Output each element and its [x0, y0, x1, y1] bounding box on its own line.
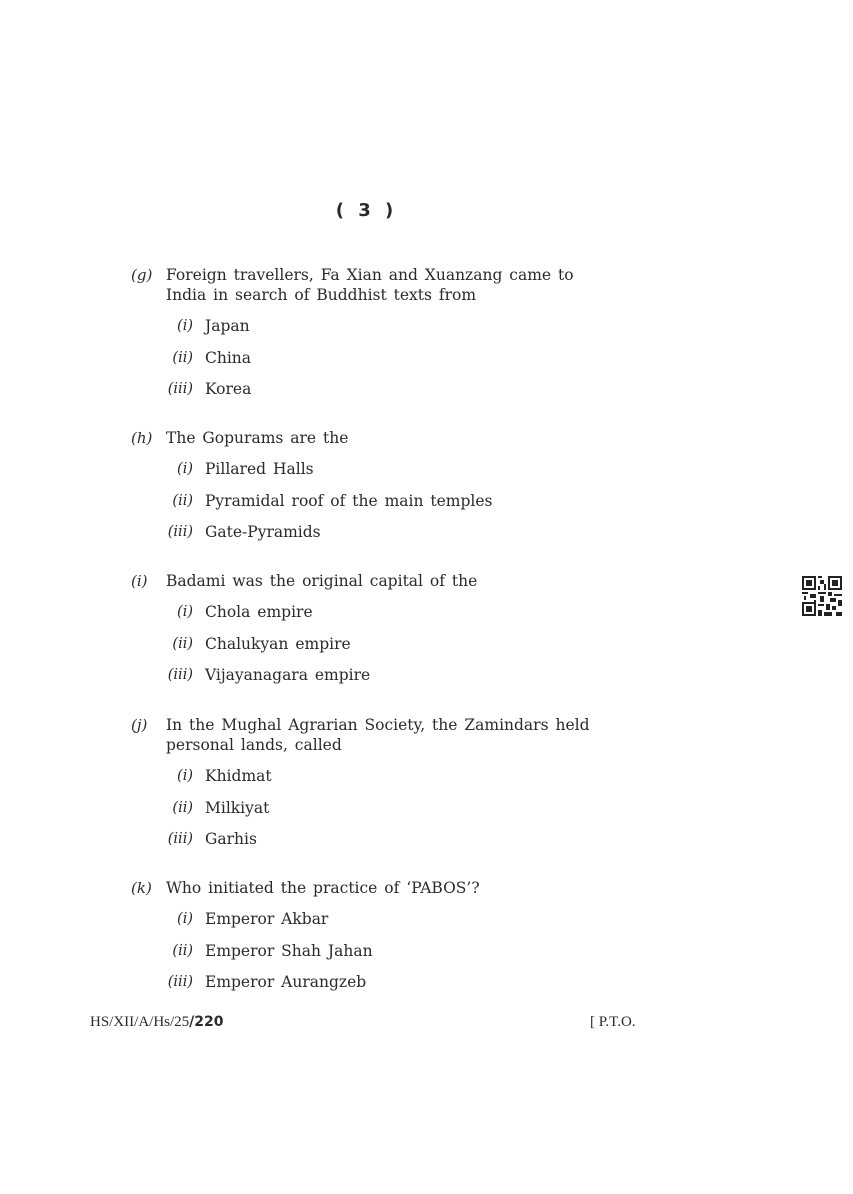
option-text: Emperor Aurangzeb: [205, 973, 367, 991]
option-label: (iii): [167, 524, 193, 540]
paper-code-suffix: /220: [189, 1014, 224, 1030]
option-item: [131, 634, 611, 666]
page-number: ( 3 ): [335, 200, 398, 221]
option-item: [131, 972, 611, 1004]
option-item: [131, 316, 611, 348]
option-text: Milkiyat: [205, 798, 270, 817]
question-text: The Gopurams are the: [166, 429, 349, 447]
option-item: [131, 909, 611, 941]
question-text: Badami was the original capital of the: [166, 572, 478, 590]
question-j: [131, 715, 611, 861]
option-text: Gate-Pyramids: [205, 523, 321, 541]
option-text: Pillared Halls: [205, 460, 314, 478]
question-label: (k): [131, 879, 152, 897]
question-text: Who initiated the practice of ‘PABOS’?: [166, 879, 480, 897]
option-item: [131, 491, 611, 523]
option-list: [131, 459, 611, 554]
option-text: Chalukyan empire: [205, 634, 351, 653]
option-text: Korea: [205, 380, 252, 398]
option-text: Pyramidal roof of the main temples: [205, 491, 493, 510]
option-text: Vijayanagara empire: [205, 666, 371, 684]
option-item: [131, 602, 611, 634]
option-text: Garhis: [205, 830, 257, 848]
question-label: (g): [131, 266, 153, 284]
option-list: [131, 909, 611, 1004]
option-label: (ii): [172, 349, 193, 366]
question-label: (h): [131, 429, 153, 447]
paper-code-prefix: HS/XII/A/Hs/25: [90, 1014, 190, 1030]
option-text: Chola empire: [205, 603, 313, 621]
option-item: [131, 766, 611, 798]
option-text: Emperor Shah Jahan: [205, 941, 373, 960]
option-label: (iii): [167, 667, 193, 683]
option-label: (i): [177, 768, 193, 784]
option-list: [131, 602, 611, 697]
option-item: [131, 665, 611, 697]
question-i: [131, 571, 611, 697]
option-label: (i): [177, 461, 193, 477]
option-item: [131, 941, 611, 973]
option-item: [131, 459, 611, 491]
option-text: Khidmat: [205, 767, 272, 785]
question-k: [131, 878, 611, 1004]
question-text: Foreign travellers, Fa Xian and Xuanzang came to India in search of Buddhist texts from: [166, 266, 574, 304]
option-list: [131, 316, 611, 411]
pto-label: [ P.T.O.: [590, 1014, 636, 1030]
option-item: [131, 829, 611, 861]
option-item: [131, 798, 611, 830]
option-item: [131, 348, 611, 380]
option-item: [131, 522, 611, 554]
option-label: (ii): [172, 492, 193, 509]
option-label: (iii): [167, 831, 193, 847]
option-label: (ii): [172, 635, 193, 652]
option-item: [131, 379, 611, 411]
option-label: (i): [177, 911, 193, 927]
option-label: (iii): [167, 974, 193, 990]
option-text: Emperor Akbar: [205, 910, 329, 928]
qr-code-icon: [802, 576, 842, 616]
option-label: (ii): [172, 799, 193, 816]
option-list: [131, 766, 611, 861]
option-label: (iii): [167, 381, 193, 397]
option-label: (i): [177, 318, 193, 334]
option-text: Japan: [205, 317, 250, 335]
option-label: (i): [177, 604, 193, 620]
question-h: [131, 428, 611, 554]
question-text: In the Mughal Agrarian Society, the Zamindars held personal lands, called: [166, 716, 590, 754]
question-label: (j): [131, 716, 148, 734]
question-label: (i): [131, 572, 148, 590]
option-text: China: [205, 348, 252, 367]
option-label: (ii): [172, 942, 193, 959]
paper-code: [90, 1014, 224, 1031]
question-g: [131, 265, 611, 411]
